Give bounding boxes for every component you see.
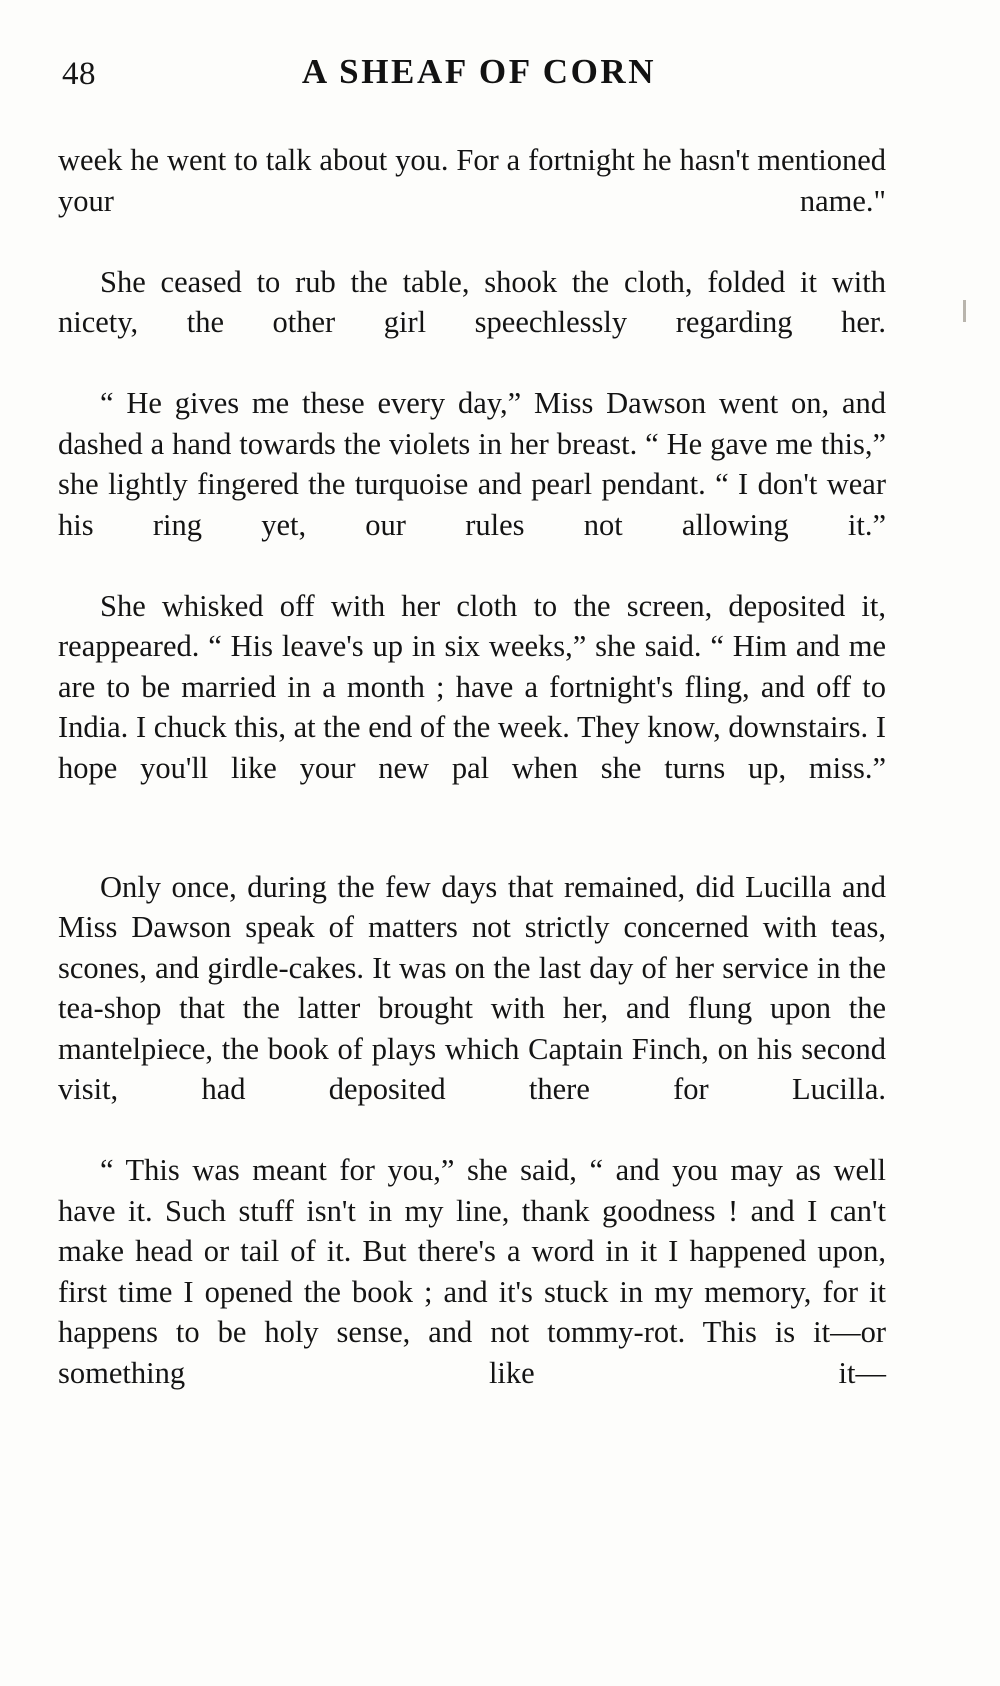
page-content [58,48,886,1434]
paragraph: “ He gives me these every day,” Miss Dawson went on, and dashed a hand towards the violets in her breast. “ He gave me this,” she lightly fingered the turquoise and pearl pendant. “ I don't wear his ring yet, our rules not allowing it.” [58,386,886,542]
page-edge-mark [963,300,966,322]
body-text [58,140,886,1434]
paragraph: “ This was meant for you,” she said, “ and you may as well have it. Such stuff isn't in my line, thank goodness ! and I can't make head or tail of it. But there's a word in it I happened upon, first time I opened the book ; and it's stuck in my memory, for it happens to be holy sense, and not tommy-rot. This is it—or something like it— [58,1153,886,1390]
paragraph: Only once, during the few days that remained, did Lucilla and Miss Dawson speak of matters not strictly concerned with teas, scones, and girdle-cakes. It was on the last day of her service in the tea-shop that the latter brought with her, and flung upon the mantelpiece, the book of plays which Captain Finch, on his second visit, had deposited there for Lucilla. [58,869,886,1106]
running-title: A SHEAF OF CORN [301,52,657,91]
page-header [58,48,886,110]
paragraph: week he went to talk about you. For a fortnight he hasn't mentioned your name." [58,143,886,218]
page-number: 48 [62,56,96,92]
paragraph: She ceased to rub the table, shook the cloth, folded it with nicety, the other girl speechlessly regarding her. [58,264,886,339]
paragraph: She whisked off with her cloth to the screen, deposited it, reappeared. “ His leave's up in six weeks,” she said. “ Him and me are to be married in a month ; have a fortnight's fling, and off to India. I chuck this, at the end of the week. They know, downstairs. I hope you'll like your new pal when she turns up, miss.” [58,588,886,785]
